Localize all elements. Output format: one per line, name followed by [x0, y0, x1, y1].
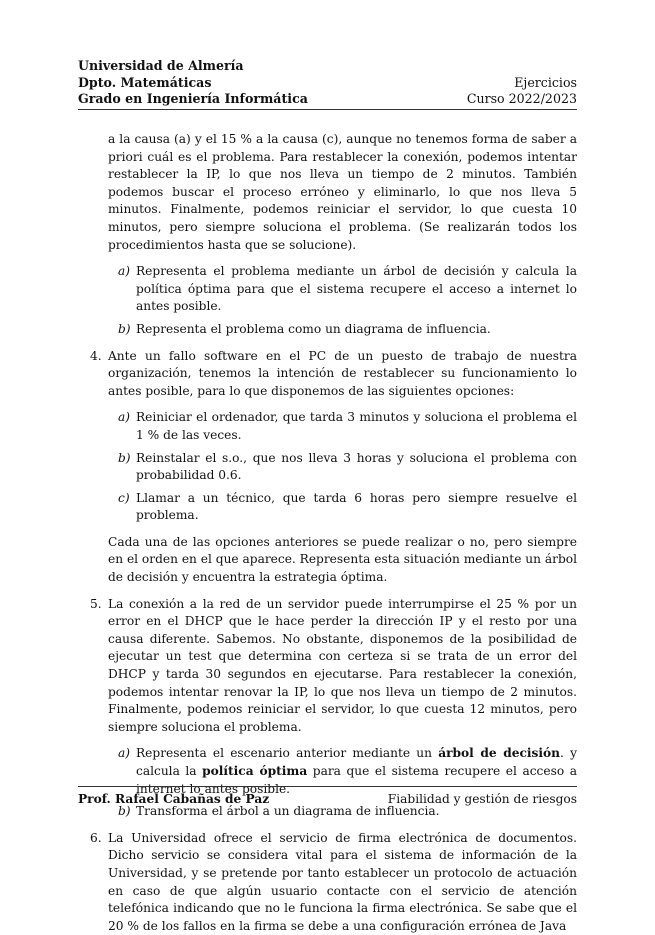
item-text: Reiniciar el ordenador, que tarda 3 minutos y soluciona el problema el 1 % de las veces.	[136, 410, 577, 442]
header-row-1	[78, 58, 577, 75]
continuation-item-b	[78, 321, 577, 339]
item-text: Representa el problema mediante un árbol de decisión y calcula la política óptima para que el sistema recupere el acceso a internet lo antes posible.	[136, 264, 577, 314]
exercise-number: 6.	[90, 830, 102, 845]
item-text-2: . y calcula la	[136, 746, 577, 778]
item-label: a)	[118, 264, 131, 279]
department-name: Dpto. Matemáticas	[78, 74, 212, 90]
header-row-3	[78, 91, 577, 108]
footer-divider	[78, 786, 577, 787]
exercise-6	[78, 830, 577, 935]
item-label: b)	[118, 321, 131, 336]
subject-name: Fiabilidad y gestión de riesgos	[387, 792, 577, 806]
exercise-intro: La Universidad ofrece el servicio de firma electrónica de documentos. Dicho servicio se considera vital para el sistema de información de la Universidad, y se pretende por tanto establecer un protocolo de actuación en caso de que algún usuario contacte con el servicio de atención telefónica indicando que no le funciona la firma electrónica. Se sabe que el 20 % de los fallos en la firma se debe a una configuración errónea de Java	[108, 830, 577, 933]
item-text: Transforma el árbol a un diagrama de influencia.	[136, 804, 440, 819]
item-text: Representa el problema como un diagrama de influencia.	[136, 321, 491, 336]
item-label: a)	[118, 410, 131, 425]
header-divider	[78, 109, 577, 110]
exercise-intro: Ante un fallo software en el PC de un puesto de trabajo de nuestra organización, tenemos la intención de restablecer su funcionamiento lo antes posible, para lo que disponemos de las siguientes opciones:	[108, 348, 577, 398]
page-footer	[78, 792, 577, 806]
item-bold-1: árbol de decisión	[438, 746, 561, 761]
item-text-3: para que el sistema recupere el acceso a internet lo antes posible.	[136, 764, 577, 796]
item-bold-2: política óptima	[202, 764, 308, 778]
exercise-4	[78, 348, 577, 401]
continuation-paragraph: a la causa (a) y el 15 % a la causa (c), aunque no tenemos forma de saber a priori cuál es el problema. Para restablecer la conexión, podemos intentar restablecer la IP, lo que nos lleva un tiempo de 2 minutos. También podemos buscar el proceso erróneo y eliminarlo, lo que nos lleva 5 minutos. Finalmente, podemos reiniciar el servidor, lo que cuesta 10 minutos, pero siempre soluciona el problema. (Se realizarán todos los procedimientos hasta que se solucione).	[108, 132, 577, 252]
continuation-item-a	[78, 263, 577, 316]
document-type: Ejercicios	[514, 74, 577, 90]
page-header	[78, 58, 577, 108]
exercise-4-closing: Cada una de las opciones anteriores se puede realizar o no, pero siempre en el orden en el que aparece. Representa esta situación mediante un árbol de decisión y encuentra la estrategia óptima.	[108, 534, 577, 585]
exercise-5-item-a	[78, 745, 577, 798]
item-text: Reinstalar el s.o., que nos lleva 3 horas y soluciona el problema con probabilidad 0.6.	[136, 450, 577, 483]
exercise-number: 5.	[90, 596, 102, 611]
item-label: a)	[118, 746, 131, 761]
item-label: c)	[118, 490, 130, 505]
item-label: b)	[118, 450, 131, 465]
author-name: Prof. Rafael Cabañas de Paz	[78, 792, 270, 806]
course-year: Curso 2022/2023	[466, 91, 577, 106]
university-name: Universidad de Almería	[78, 58, 244, 73]
exercise-intro: La conexión a la red de un servidor puede interrumpirse el 25 % por un error en el DHCP que le hace perder la dirección IP y el resto por una causa diferente. Sabemos. No obstante, disponemos de la posibilidad de ejecutar un test que determina con certeza si se trata de un error del DHCP y tarda 30 segundos en ejecutarse. Para restablecer la conexión, podemos intentar renovar la IP, lo que nos lleva un tiempo de 2 minutos. Finalmente, podemos reiniciar el servidor, lo que cuesta 12 minutos, pero siempre soluciona el problema.	[108, 596, 577, 734]
item-label: b)	[118, 804, 131, 819]
header-row-2	[78, 75, 577, 92]
degree-name: Grado en Ingeniería Informática	[78, 91, 308, 106]
item-text: Llamar a un técnico, que tarda 6 horas pero siempre resuelve el problema.	[136, 490, 577, 523]
item-text-1: Representa el escenario anterior mediante un	[136, 746, 439, 761]
exercise-4-item-b	[78, 450, 577, 485]
page-content	[78, 131, 577, 935]
exercise-5	[78, 596, 577, 737]
exercise-4-item-a	[78, 409, 577, 444]
exercise-4-item-c	[78, 490, 577, 525]
exercise-number: 4.	[90, 348, 102, 363]
